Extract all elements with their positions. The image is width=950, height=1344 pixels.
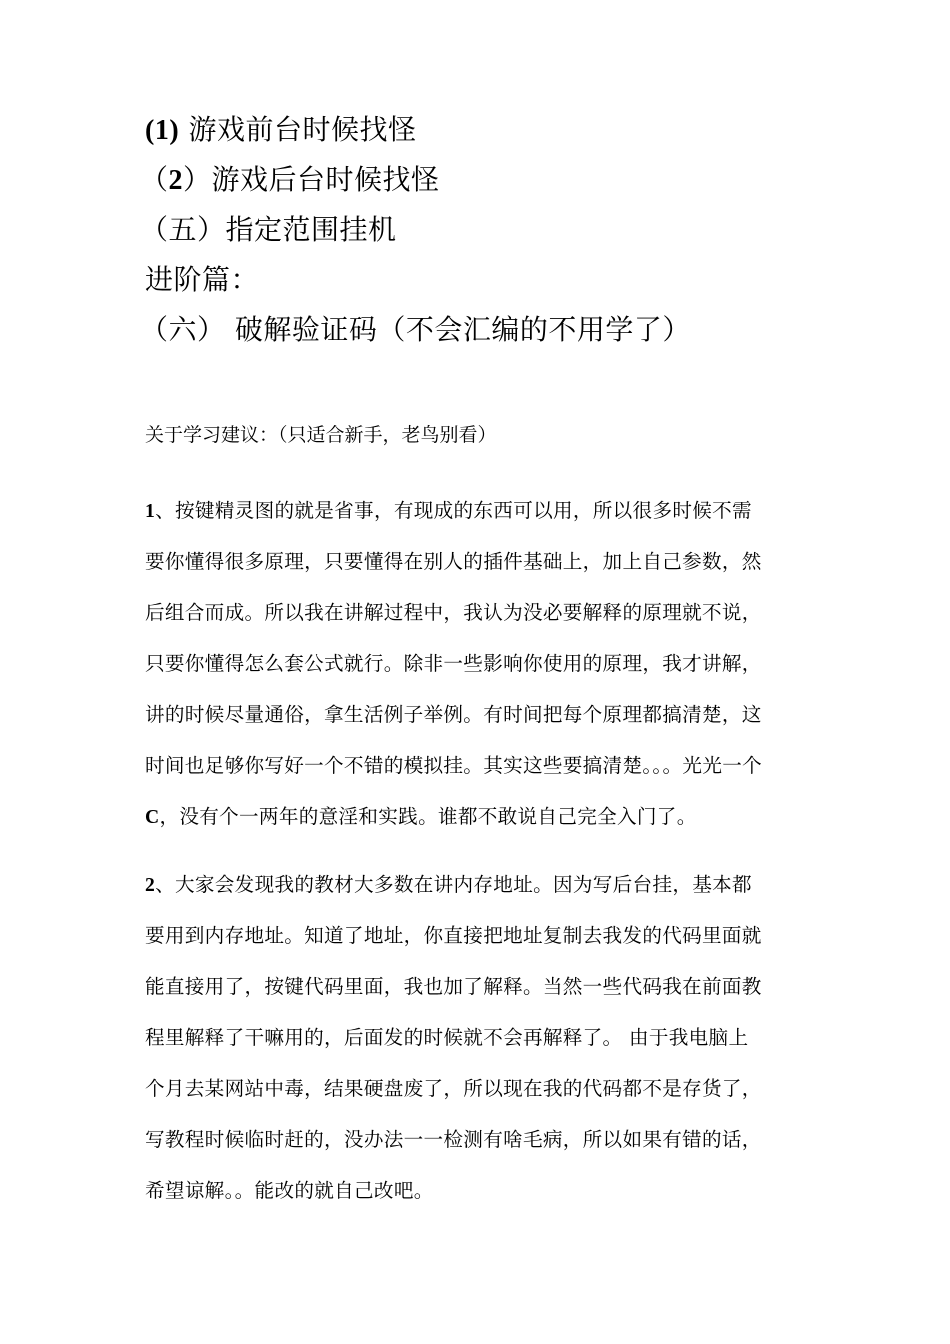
outline-item-1-number: (1) [145, 115, 180, 146]
outline-item-2-open: （ [140, 163, 169, 196]
paragraph-1-line-text: 、按键精灵图的就是省事，有现成的东西可以用，所以很多时候不需 [155, 499, 752, 522]
paragraph-1-line-text: ，没有个一两年的意淫和实践。谁都不敢说自己完全入门了。 [159, 805, 697, 828]
outline-item-2-number: 2 [168, 165, 184, 196]
paragraph-2-line: 要用到内存地址。知道了地址，你直接把地址复制去我发的代码里面就 [145, 924, 762, 947]
outline-item-1 [145, 113, 417, 148]
paragraph-1 [145, 485, 810, 842]
outline-item-1-text: 游戏前台时候找怪 [179, 113, 417, 146]
paragraph-1-line: 后组合而成。所以我在讲解过程中，我认为没必要解释的原理就不说， [145, 601, 762, 624]
outline-item-2 [140, 163, 440, 198]
paragraph-2-line: 能直接用了，按键代码里面，我也加了解释。当然一些代码我在前面教 [145, 975, 762, 998]
outline-item-2-text: ）游戏后台时候找怪 [183, 163, 440, 196]
paragraph-1-line: 时间也足够你写好一个不错的模拟挂。其实这些要搞清楚。。。光光一个 [145, 754, 762, 777]
paragraph-2-line: 希望谅解。。能改的就自己改吧。 [145, 1179, 434, 1202]
paragraph-2-line: 程里解释了干嘛用的，后面发的时候就不会再解释了。 由于我电脑上 [145, 1026, 749, 1049]
paragraph-1-letter-c: C [145, 807, 160, 828]
advanced-section-title: 进阶篇： [145, 263, 260, 296]
paragraph-1-line: 要你懂得很多原理，只要懂得在别人的插件基础上，加上自己参数，然 [145, 550, 762, 573]
paragraph-2-line [145, 859, 810, 910]
outline-item-5: （五）指定范围挂机 [140, 213, 397, 246]
paragraph-2-line: 写教程时候临时赶的，没办法一一检测有啥毛病，所以如果有错的话， [145, 1128, 762, 1151]
advice-title: 关于学习建议：（只适合新手，老鸟别看） [145, 424, 497, 446]
paragraph-1-line: 讲的时候尽量通俗，拿生活例子举例。有时间把每个原理都搞清楚，这 [145, 703, 762, 726]
paragraph-2 [145, 859, 810, 1216]
paragraph-2-number: 2 [145, 875, 156, 896]
paragraph-1-line: 只要你懂得怎么套公式就行。除非一些影响你使用的原理，我才讲解， [145, 652, 762, 675]
outline-item-6: （六） 破解验证码（不会汇编的不用学了） [140, 313, 691, 346]
paragraph-1-number: 1 [145, 501, 156, 522]
paragraph-2-line: 个月去某网站中毒，结果硬盘废了，所以现在我的代码都不是存货了， [145, 1077, 762, 1100]
paragraph-1-line [145, 791, 810, 842]
paragraph-2-line-text: 、大家会发现我的教材大多数在讲内存地址。因为写后台挂，基本都 [155, 873, 752, 896]
paragraph-1-line [145, 485, 810, 536]
